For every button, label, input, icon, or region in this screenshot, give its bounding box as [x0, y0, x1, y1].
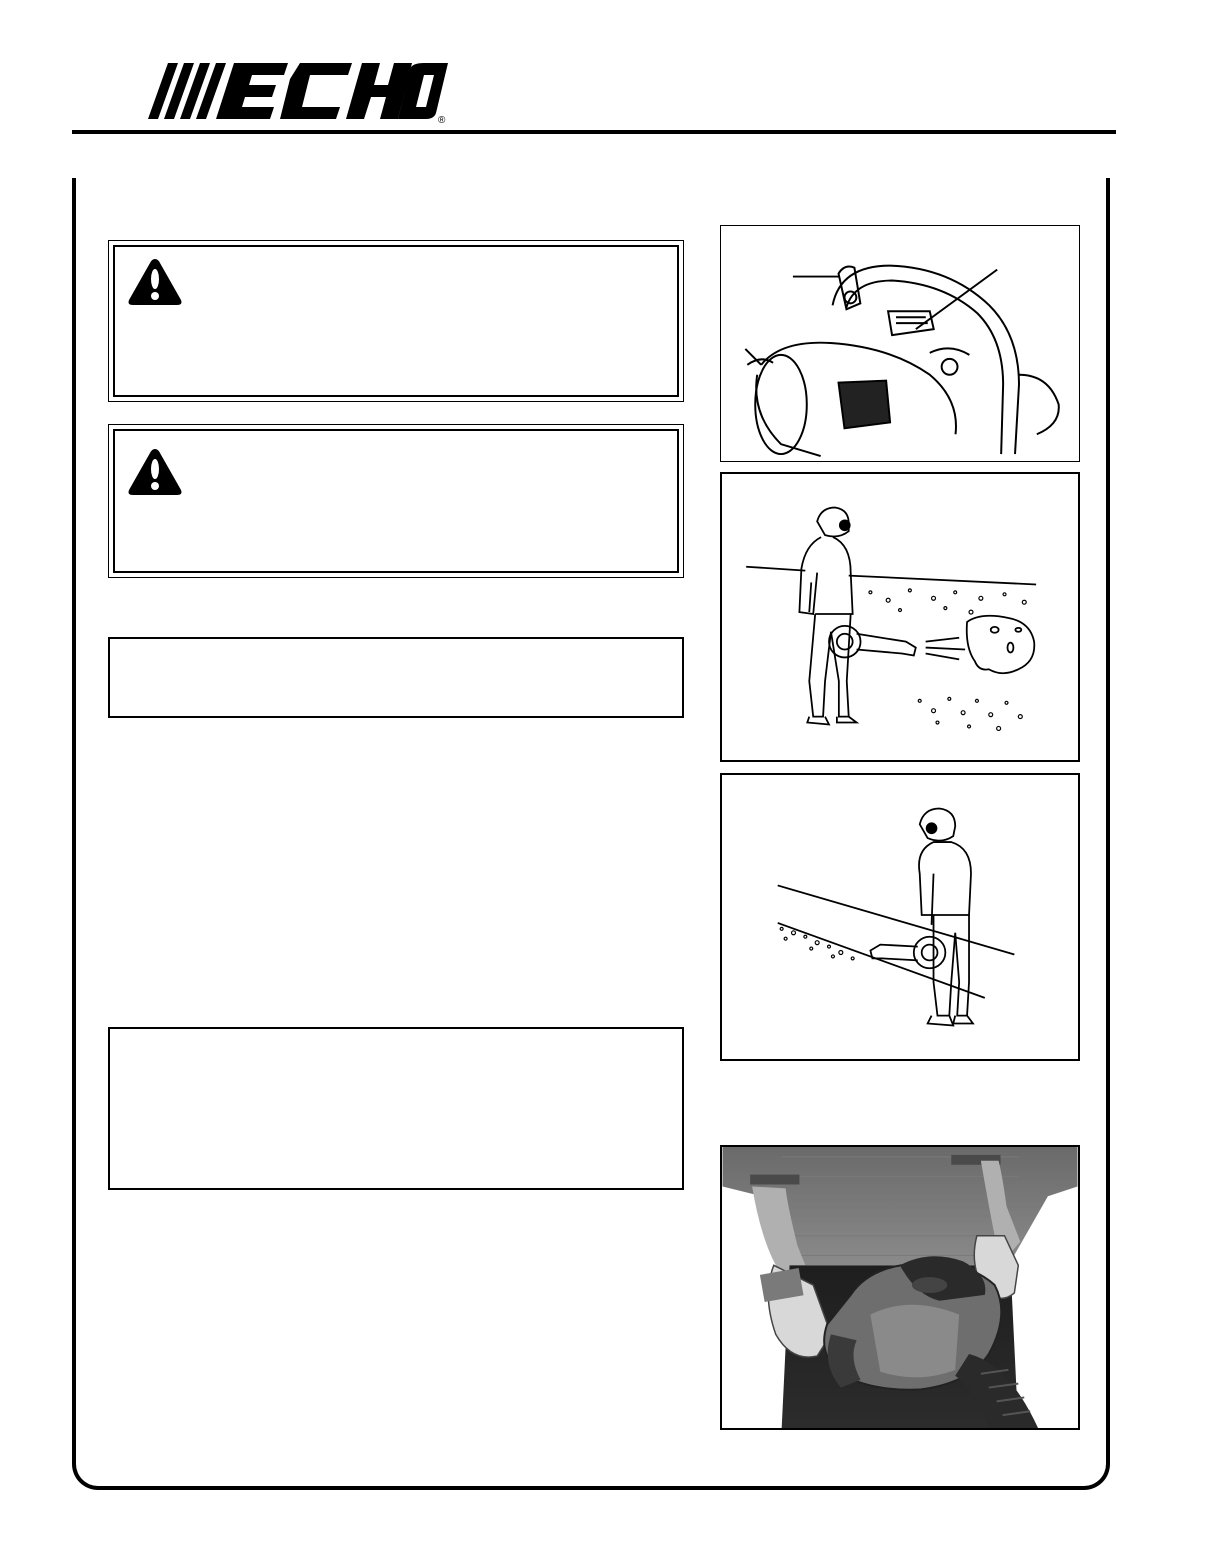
note-box-2	[108, 1027, 684, 1190]
operator-blowing-illustration	[722, 474, 1078, 760]
header-rule	[72, 130, 1116, 134]
warning-triangle-icon	[127, 447, 183, 497]
warning-triangle-icon	[127, 257, 183, 307]
note-box-1	[108, 637, 684, 718]
figure-operator-photo	[720, 1145, 1080, 1430]
operator-curb-illustration	[722, 775, 1078, 1059]
registered-mark: ®	[438, 115, 446, 123]
blower-handle-illustration	[721, 226, 1079, 461]
figure-handle-throttle	[720, 225, 1080, 462]
figure-operator-curb	[720, 773, 1080, 1061]
echo-logo	[148, 57, 448, 123]
warning-box-1	[108, 240, 684, 402]
warning-box-2	[108, 424, 684, 578]
operator-holding-blower-photo	[722, 1147, 1078, 1428]
figure-operator-blowing	[720, 472, 1080, 762]
